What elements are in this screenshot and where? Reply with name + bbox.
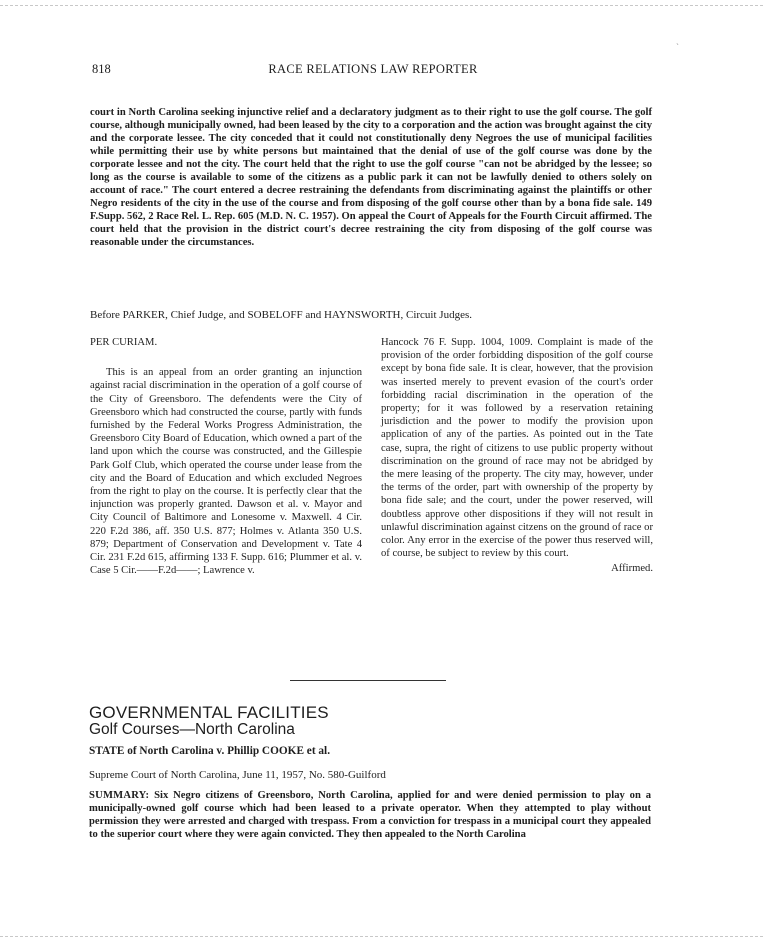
summary-label: SUMMARY: <box>89 790 150 801</box>
bench-line: Before PARKER, Chief Judge, and SOBELOFF and HAYNSWORTH, Circuit Judges. <box>90 309 472 321</box>
opinion-paragraph-right: Hancock 76 F. Supp. 1004, 1009. Complaint is made of the provision of the order forbidding disposition of the golf course except by bona fide sale. It is clear, however, that the provision was inserted merely to prevent evasion of the court's order forbidding racial discrimination in the operation of the property; for it was followed by a reservation retaining jurisdiction and the power to modify the provision upon application of any of the parties. As pointed out in the Tate case, supra, the right of citizens to use public property without discrimination on the ground of race may not be abridged by the mere leasing of the property. The city may, however, under the terms of the order, part with ownership of the property by bona fide sale; and the court, under the power reserved, will doubtless approve other dispositions if they will not result in unlawful discrimination against citzens on the ground of race or color. Any error in the exercise of the power thus reserved will, of course, be subject to review by this court. <box>381 337 653 560</box>
court-line: Supreme Court of North Carolina, June 11, 1957, No. 580-Guilford <box>89 769 386 781</box>
summary-body: Six Negro citizens of Greensboro, North Carolina, applied for and were denied permission to play on a municipally-owned golf course which had been leased to a private operator. When they attempted to play without permission they were arrested and charged with trespass. From a conviction for trespass in a municipal court they appealed to the superior court where they were again convicted. They then appealed to the North Carolina <box>89 790 651 841</box>
section-subtitle: Golf Courses—North Carolina <box>89 721 295 738</box>
per-curiam-heading: PER CURIAM. <box>90 337 158 348</box>
case-summary <box>89 789 651 841</box>
case-title: STATE of North Carolina v. Phillip COOKE et al. <box>89 745 331 757</box>
bottom-dashed-border <box>0 936 763 937</box>
opinion-left-column <box>90 336 362 577</box>
page-number: 818 <box>92 62 111 76</box>
summary-continuation: court in North Carolina seeking injunctive relief and a declaratory judgment as to their right to use the golf course. The golf course, although municipally owned, had been leased by the city to a corporation and the action was brought against the city and the corporate lessee. The city conceded that it could not constitutionally deny Negroes the use of municipal facilities while permitting their use by white persons but maintained that the denial of use of the golf course was done by the corporate lessee and not the city. The court held that the right to use the golf course "can not be abridged by the lessee; so long as the course is available to some of the citizens as a public park it can not be lawfully denied to others solely on account of race." The court entered a decree restraining the defendants from discriminating against the plaintiffs or other Negro residents of the city in the use of the course and from disposing of the golf course other than by a bona fide sale. 149 F.Supp. 562, 2 Race Rel. L. Rep. 605 (M.D. N. C. 1957). On appeal the Court of Appeals for the Fourth Circuit affirmed. The court held that the provision in the district court's decree restraining the city from disposing of the golf course was reasonable under the circumstances. <box>90 107 652 249</box>
section-title: GOVERNMENTAL FACILITIES <box>89 703 329 722</box>
top-dashed-border <box>0 5 763 6</box>
running-header <box>92 62 654 82</box>
scan-speck: ˴ <box>676 38 679 48</box>
affirmed-closing: Affirmed. <box>611 563 653 575</box>
opinion-right-column <box>381 336 653 576</box>
opinion-paragraph-left: This is an appeal from an order granting an injunction against racial discrimination in the operation of a golf course of the City of Greensboro. The defendents were the City of Greensboro which had constructed the course, partly with funds furnished by the Federal Works Progress Administration, the Greensboro City Board of Education, which owned a part of the land upon which the course was constructed, and the Gillespie Park Golf Club, which operated the course under lease from the city and the Board of Education and which excluded Negroes from the right to play on the course. It is perfectly clear that the injunction was properly granted. Dawson et al. v. Mayor and City Council of Baltimore and Lonesome v. Maxwell. 4 Cir. 220 F.2d 386, aff. 350 U.S. 877; Holmes v. Atlanta 350 U.S. 879; Department of Conservation and Development v. Tate 4 Cir. 231 F.2d 615, affirming 133 F. Supp. 616; Plummer et al. v. Case 5 Cir.——F.2d——; Lawrence v. <box>90 367 362 577</box>
section-divider-rule <box>290 680 446 681</box>
running-title: RACE RELATIONS LAW REPORTER <box>268 62 478 76</box>
